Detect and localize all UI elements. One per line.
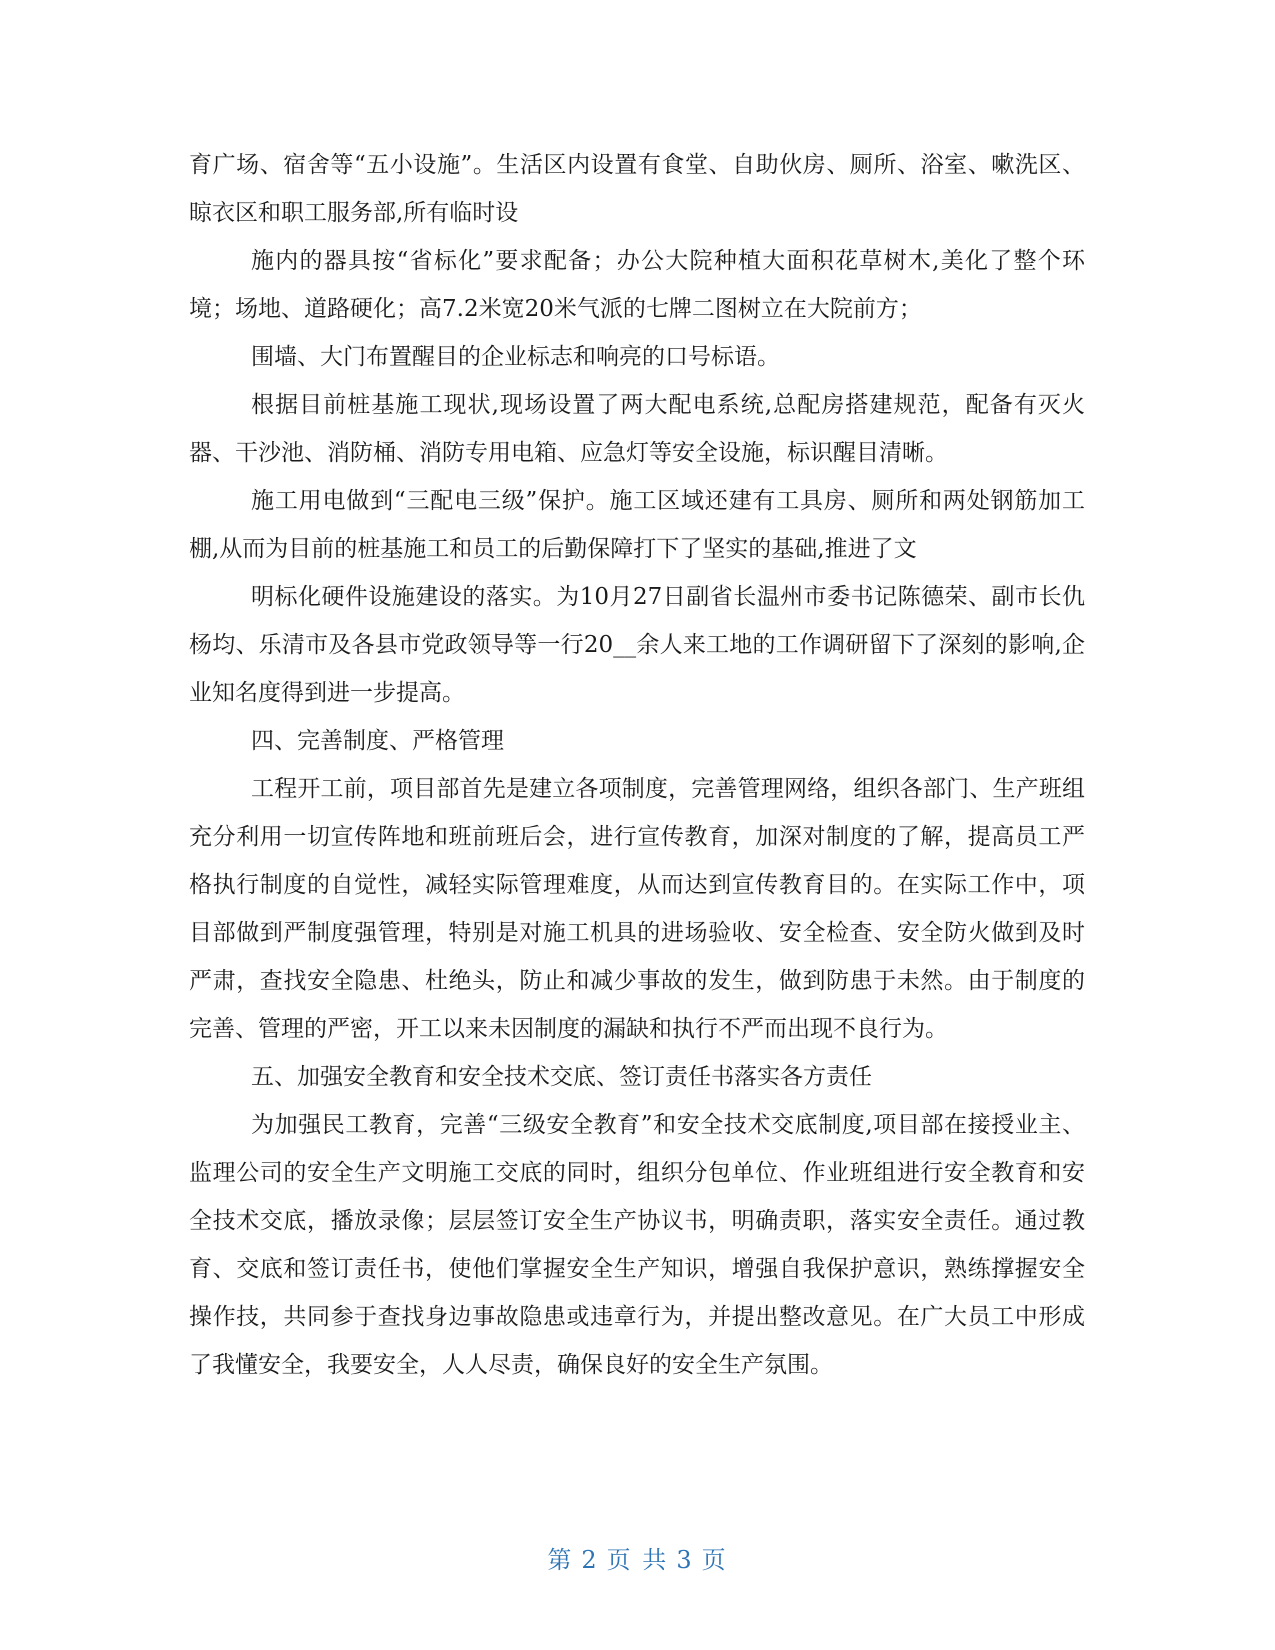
footer-middle: 页 共 [606,1546,669,1574]
paragraph-5: 施工用电做到“三配电三级”保护。施工区域还建有工具房、厕所和两处钢筋加工棚,从而为目前的桩基施工和员工的后勤保障打下了坚实的基础,推进了文 [189,488,1085,562]
page-footer [0,1540,1275,1575]
footer-page-number: 2 [581,1546,599,1574]
document-body [189,141,1085,1389]
footer-total-pages: 3 [676,1546,694,1574]
footer-prefix: 第 [547,1546,574,1574]
paragraph-8: 工程开工前，项目部首先是建立各项制度，完善管理网络，组织各部门、生产班组充分利用一切宣传阵地和班前班后会，进行宣传教育，加深对制度的了解，提高员工严格执行制度的自觉性，减轻实际管理难度，从而达到宣传教育目的。在实际工作中，项目部做到严制度强管理，特别是对施工机具的进场验收、安全检查、安全防火做到及时严肃，查找安全隐患、杜绝头，防止和减少事故的发生，做到防患于未然。由于制度的完善、管理的严密，开工以来未因制度的漏缺和执行不严而出现不良行为。 [189,776,1085,1042]
section-heading-5: 五、加强安全教育和安全技术交底、签订责任书落实各方责任 [251,1064,872,1090]
paragraph-4: 根据目前桩基施工现状,现场设置了两大配电系统,总配房搭建规范，配备有灭火器、干沙池、消防桶、消防专用电箱、应急灯等安全设施，标识醒目清晰。 [189,392,1085,466]
paragraph-10: 为加强民工教育，完善“三级安全教育”和安全技术交底制度,项目部在接授业主、监理公司的安全生产文明施工交底的同时，组织分包单位、作业班组进行安全教育和安全技术交底，播放录像；层层签订安全生产协议书，明确责职，落实安全责任。通过教育、交底和签订责任书，使他们掌握安全生产知识，增强自我保护意识，熟练撑握安全操作技，共同参于查找身边事故隐患或违章行为，并提出整改意见。在广大员工中形成了我懂安全，我要安全，人人尽责，确保良好的安全生产氛围。 [189,1112,1085,1378]
paragraph-3: 围墙、大门布置醒目的企业标志和响亮的口号标语。 [251,344,780,370]
section-heading-4: 四、完善制度、严格管理 [251,728,504,754]
paragraph-1: 育广场、宿舍等“五小设施”。生活区内设置有食堂、自助伙房、厕所、浴室、嗽洗区、晾衣区和职工服务部,所有临时设 [189,152,1085,226]
paragraph-6: 明标化硬件设施建设的落实。为10月27日副省长温州市委书记陈德荣、副市长仇杨均、乐清市及各县市党政领导等一行20__余人来工地的工作调研留下了深刻的影响,企业知名度得到进一步提高。 [189,584,1085,706]
footer-suffix: 页 [701,1546,728,1574]
paragraph-2: 施内的器具按“省标化”要求配备；办公大院种植大面积花草树木,美化了整个环境；场地、道路硬化；高7.2米宽20米气派的七牌二图树立在大院前方； [189,248,1085,322]
